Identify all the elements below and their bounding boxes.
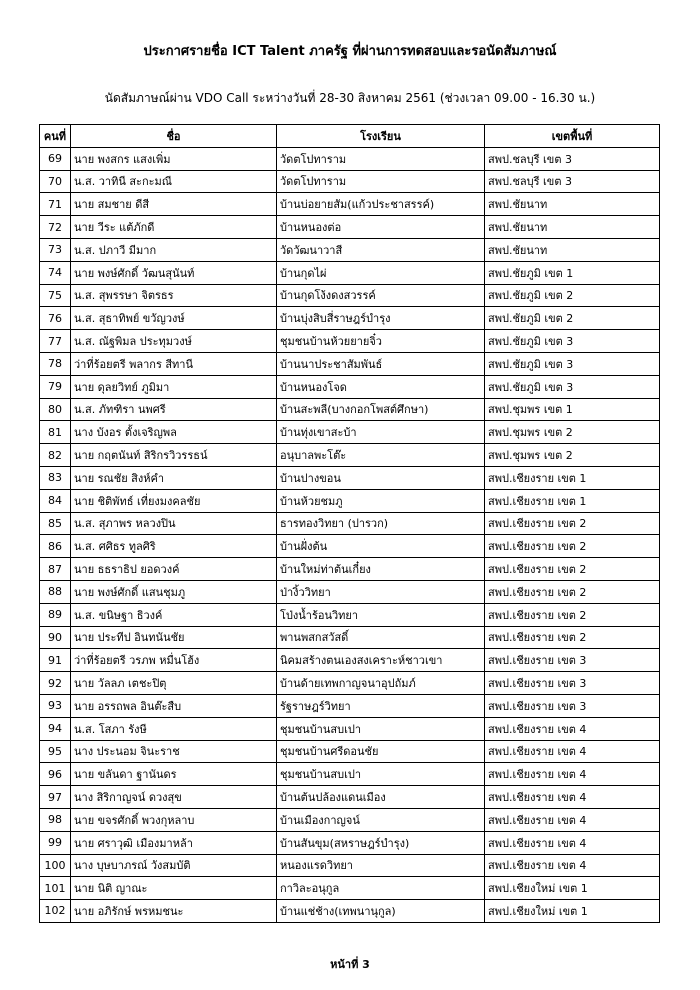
row-school: บ้านหนองต่อ	[277, 216, 485, 239]
header-name: ชื่อ	[71, 125, 277, 148]
row-number: 96	[40, 763, 71, 786]
row-name: นาย อภิรักษ์ พรหมชนะ	[71, 900, 277, 923]
row-area: สพป.เชียงราย เขต 2	[485, 626, 660, 649]
table-row	[40, 193, 660, 216]
row-school: วัดตโปทาราม	[277, 147, 485, 170]
row-number: 85	[40, 512, 71, 535]
row-number: 89	[40, 603, 71, 626]
row-area: สพป.เชียงราย เขต 4	[485, 854, 660, 877]
row-name: นาย พงษ์ศักดิ์ แสนชุมภู	[71, 580, 277, 603]
row-number: 73	[40, 238, 71, 261]
table-row	[40, 512, 660, 535]
table-row	[40, 649, 660, 672]
row-school: บ้านฝั่งต้น	[277, 535, 485, 558]
row-school: ชุมชนบ้านสบเปา	[277, 717, 485, 740]
row-school: โป่งน้ำร้อนวิทยา	[277, 603, 485, 626]
table-row	[40, 466, 660, 489]
table-row	[40, 580, 660, 603]
row-number: 81	[40, 421, 71, 444]
table-row	[40, 330, 660, 353]
row-name: นาย นิติ ญาณะ	[71, 877, 277, 900]
table-row	[40, 626, 660, 649]
row-number: 98	[40, 808, 71, 831]
row-name: นาย ศราวุฒิ เมืองมาหล้า	[71, 831, 277, 854]
row-area: สพป.เชียงใหม่ เขต 1	[485, 877, 660, 900]
row-school: รัฐราษฎร์วิทยา	[277, 694, 485, 717]
row-school: บ้านห้วยชมภู	[277, 489, 485, 512]
row-area: สพป.เชียงราย เขต 3	[485, 694, 660, 717]
table-row	[40, 808, 660, 831]
row-number: 80	[40, 398, 71, 421]
row-number: 72	[40, 216, 71, 239]
row-area: สพป.ชุมพร เขต 1	[485, 398, 660, 421]
table-row	[40, 444, 660, 467]
row-school: บ้านบุ่งสิบสี่ราษฎร์บำรุง	[277, 307, 485, 330]
row-name: นาย พงษ์ศักดิ์ วัฒนสุนันท์	[71, 261, 277, 284]
table-row	[40, 831, 660, 854]
row-school: บ้านสะพลี(บางกอกโพสต์ศึกษา)	[277, 398, 485, 421]
row-name: นาย ประทีป อินทนันชัย	[71, 626, 277, 649]
row-school: พานพสกสวัสดิ์	[277, 626, 485, 649]
table-row	[40, 763, 660, 786]
row-number: 100	[40, 854, 71, 877]
table-row	[40, 558, 660, 581]
row-number: 75	[40, 284, 71, 307]
table-row	[40, 672, 660, 695]
row-number: 97	[40, 786, 71, 809]
row-area: สพป.ชัยภูมิ เขต 1	[485, 261, 660, 284]
table-row	[40, 398, 660, 421]
row-name: น.ส. ณัฐพิมล ประทุมวงษ์	[71, 330, 277, 353]
row-number: 86	[40, 535, 71, 558]
row-number: 92	[40, 672, 71, 695]
row-name: นาง บังอร ตั้งเจริญพล	[71, 421, 277, 444]
row-school: บ้านด้ายเทพกาญจนาอุปถัมภ์	[277, 672, 485, 695]
table-row	[40, 877, 660, 900]
row-number: 69	[40, 147, 71, 170]
row-area: สพป.เชียงราย เขต 2	[485, 535, 660, 558]
row-school: ชุมชนบ้านสบเปา	[277, 763, 485, 786]
row-school: อนุบาลพะโต๊ะ	[277, 444, 485, 467]
row-number: 90	[40, 626, 71, 649]
row-area: สพป.ชลบุรี เขต 3	[485, 147, 660, 170]
row-area: สพป.ชัยภูมิ เขต 3	[485, 352, 660, 375]
row-area: สพป.ชุมพร เขต 2	[485, 444, 660, 467]
row-school: บ้านหนองโจด	[277, 375, 485, 398]
row-number: 95	[40, 740, 71, 763]
row-school: บ้านใหม่ท่าต้นเกี๋ยง	[277, 558, 485, 581]
row-name: นาย รณชัย สิงห์คำ	[71, 466, 277, 489]
row-school: บ้านนาประชาสัมพันธ์	[277, 352, 485, 375]
table-row	[40, 603, 660, 626]
table-row	[40, 170, 660, 193]
row-area: สพป.เชียงราย เขต 3	[485, 649, 660, 672]
row-name: ว่าที่ร้อยตรี พลากร สีทานี	[71, 352, 277, 375]
row-name: น.ส. ศศิธร ทูลศิริ	[71, 535, 277, 558]
row-area: สพป.ชัยนาท	[485, 238, 660, 261]
row-area: สพป.เชียงราย เขต 4	[485, 740, 660, 763]
row-number: 84	[40, 489, 71, 512]
table-row	[40, 352, 660, 375]
row-number: 79	[40, 375, 71, 398]
row-number: 91	[40, 649, 71, 672]
row-number: 94	[40, 717, 71, 740]
row-area: สพป.เชียงราย เขต 4	[485, 808, 660, 831]
row-area: สพป.เชียงราย เขต 3	[485, 672, 660, 695]
row-area: สพป.เชียงราย เขต 4	[485, 786, 660, 809]
document-title: ประกาศรายชื่อ ICT Talent ภาครัฐ ที่ผ่านการทดสอบและรอนัดสัมภาษณ์	[143, 44, 557, 59]
row-area: สพป.เชียงราย เขต 1	[485, 466, 660, 489]
row-number: 82	[40, 444, 71, 467]
row-number: 78	[40, 352, 71, 375]
row-school: บ้านเมืองกาญจน์	[277, 808, 485, 831]
row-school: บ้านกุดไผ่	[277, 261, 485, 284]
row-number: 71	[40, 193, 71, 216]
row-name: นาย วัลลภ เตชะปิตุ	[71, 672, 277, 695]
row-school: บ้านปางขอน	[277, 466, 485, 489]
row-area: สพป.เชียงราย เขต 4	[485, 717, 660, 740]
table-row	[40, 535, 660, 558]
row-area: สพป.เชียงราย เขต 2	[485, 603, 660, 626]
row-area: สพป.ชัยภูมิ เขต 2	[485, 307, 660, 330]
row-school: บ้านทุ่งเขาสะบ้า	[277, 421, 485, 444]
row-area: สพป.ชัยภูมิ เขต 3	[485, 375, 660, 398]
candidate-table	[39, 124, 660, 923]
row-name: นาย ขจรศักดิ์ พวงกุหลาบ	[71, 808, 277, 831]
row-number: 88	[40, 580, 71, 603]
table-row	[40, 307, 660, 330]
table-row	[40, 854, 660, 877]
row-name: นาย วีระ แต้ภักดี	[71, 216, 277, 239]
row-school: ป่างิ้ววิทยา	[277, 580, 485, 603]
row-name: นาง ประนอม จินะราช	[71, 740, 277, 763]
row-number: 74	[40, 261, 71, 284]
row-area: สพป.เชียงใหม่ เขต 1	[485, 900, 660, 923]
table-row	[40, 900, 660, 923]
row-school: วัดตโปทาราม	[277, 170, 485, 193]
table-row	[40, 421, 660, 444]
table-row	[40, 694, 660, 717]
row-name: น.ส. สุพรรษา จิตรธร	[71, 284, 277, 307]
header-no: คนที่	[40, 125, 71, 148]
row-area: สพป.เชียงราย เขต 2	[485, 512, 660, 535]
table-row	[40, 489, 660, 512]
document-subtitle: นัดสัมภาษณ์ผ่าน VDO Call ระหว่างวันที่ 28-30 สิงหาคม 2561 (ช่วงเวลา 09.00 - 16.30 น.)	[104, 91, 596, 105]
row-area: สพป.เชียงราย เขต 2	[485, 580, 660, 603]
row-number: 101	[40, 877, 71, 900]
row-number: 76	[40, 307, 71, 330]
row-school: บ้านบ่อยายสัม(แก้วประชาสรรค์)	[277, 193, 485, 216]
table-row	[40, 147, 660, 170]
table-row	[40, 717, 660, 740]
row-name: ว่าที่ร้อยตรี วรภพ หมื่นโฮ้ง	[71, 649, 277, 672]
table-row	[40, 216, 660, 239]
table-row	[40, 786, 660, 809]
row-number: 93	[40, 694, 71, 717]
row-school: บ้านแช่ช้าง(เทพนานุกูล)	[277, 900, 485, 923]
row-school: กาวิละอนุกูล	[277, 877, 485, 900]
row-name: นาย สมชาย ดีสี	[71, 193, 277, 216]
row-name: น.ส. ขนิษฐา ธิวงค์	[71, 603, 277, 626]
row-name: น.ส. สุธาทิพย์ ขวัญวงษ์	[71, 307, 277, 330]
row-area: สพป.ชุมพร เขต 2	[485, 421, 660, 444]
row-number: 87	[40, 558, 71, 581]
header-area: เขตพื้นที่	[485, 125, 660, 148]
row-school: ชุมชนบ้านห้วยยายจิ๋ว	[277, 330, 485, 353]
row-area: สพป.เชียงราย เขต 4	[485, 831, 660, 854]
row-school: หนองแรดวิทยา	[277, 854, 485, 877]
header-school: โรงเรียน	[277, 125, 485, 148]
row-school: บ้านสันขุม(สหราษฎร์บำรุง)	[277, 831, 485, 854]
row-number: 83	[40, 466, 71, 489]
table-row	[40, 238, 660, 261]
row-name: น.ส. ปภาวี มีมาก	[71, 238, 277, 261]
row-area: สพป.เชียงราย เขต 1	[485, 489, 660, 512]
row-name: น.ส. โสภา รังษี	[71, 717, 277, 740]
row-name: นาง บุษบาภรณ์ วังสมบัติ	[71, 854, 277, 877]
row-area: สพป.ชัยนาท	[485, 193, 660, 216]
row-name: น.ส. ภัทฑิรา นพศรี	[71, 398, 277, 421]
row-area: สพป.ชัยนาท	[485, 216, 660, 239]
row-number: 99	[40, 831, 71, 854]
row-area: สพป.เชียงราย เขต 4	[485, 763, 660, 786]
table-row	[40, 375, 660, 398]
row-name: นาง สิริกาญจน์ ดวงสุข	[71, 786, 277, 809]
row-area: สพป.ชลบุรี เขต 3	[485, 170, 660, 193]
row-name: นาย อรรถพล อินต๊ะสืบ	[71, 694, 277, 717]
row-school: ชุมชนบ้านศรีดอนชัย	[277, 740, 485, 763]
table-header-row	[40, 125, 660, 148]
row-school: บ้านกุดโง้งดงสวรรค์	[277, 284, 485, 307]
row-area: สพป.เชียงราย เขต 2	[485, 558, 660, 581]
row-school: วัดวัฒนาวาสี	[277, 238, 485, 261]
row-area: สพป.ชัยภูมิ เขต 2	[485, 284, 660, 307]
row-name: นาย ธธราธิป ยอดวงค์	[71, 558, 277, 581]
row-name: นาย ชิติพัทธ์ เที่ยงมงคลชัย	[71, 489, 277, 512]
row-name: นาย ดุลยวิทย์ ภูมิมา	[71, 375, 277, 398]
row-number: 70	[40, 170, 71, 193]
table-row	[40, 284, 660, 307]
row-name: น.ส. สุภาพร หลวงปิน	[71, 512, 277, 535]
row-name: นาย ขลันดา ฐานันดร	[71, 763, 277, 786]
row-area: สพป.ชัยภูมิ เขต 3	[485, 330, 660, 353]
row-name: นาย พงสกร แสงเพิ่ม	[71, 147, 277, 170]
row-school: นิคมสร้างตนเองสงเคราะห์ชาวเขา	[277, 649, 485, 672]
row-name: นาย กฤตนันท์ สิริกรวิวรรธน์	[71, 444, 277, 467]
table-row	[40, 740, 660, 763]
row-number: 77	[40, 330, 71, 353]
row-school: บ้านต้นปล้องแดนเมือง	[277, 786, 485, 809]
table-row	[40, 261, 660, 284]
row-school: ธารทองวิทยา (ปารวก)	[277, 512, 485, 535]
row-name: น.ส. วาทินี สะกะมณี	[71, 170, 277, 193]
page-number: หน้าที่ 3	[330, 958, 370, 971]
row-number: 102	[40, 900, 71, 923]
